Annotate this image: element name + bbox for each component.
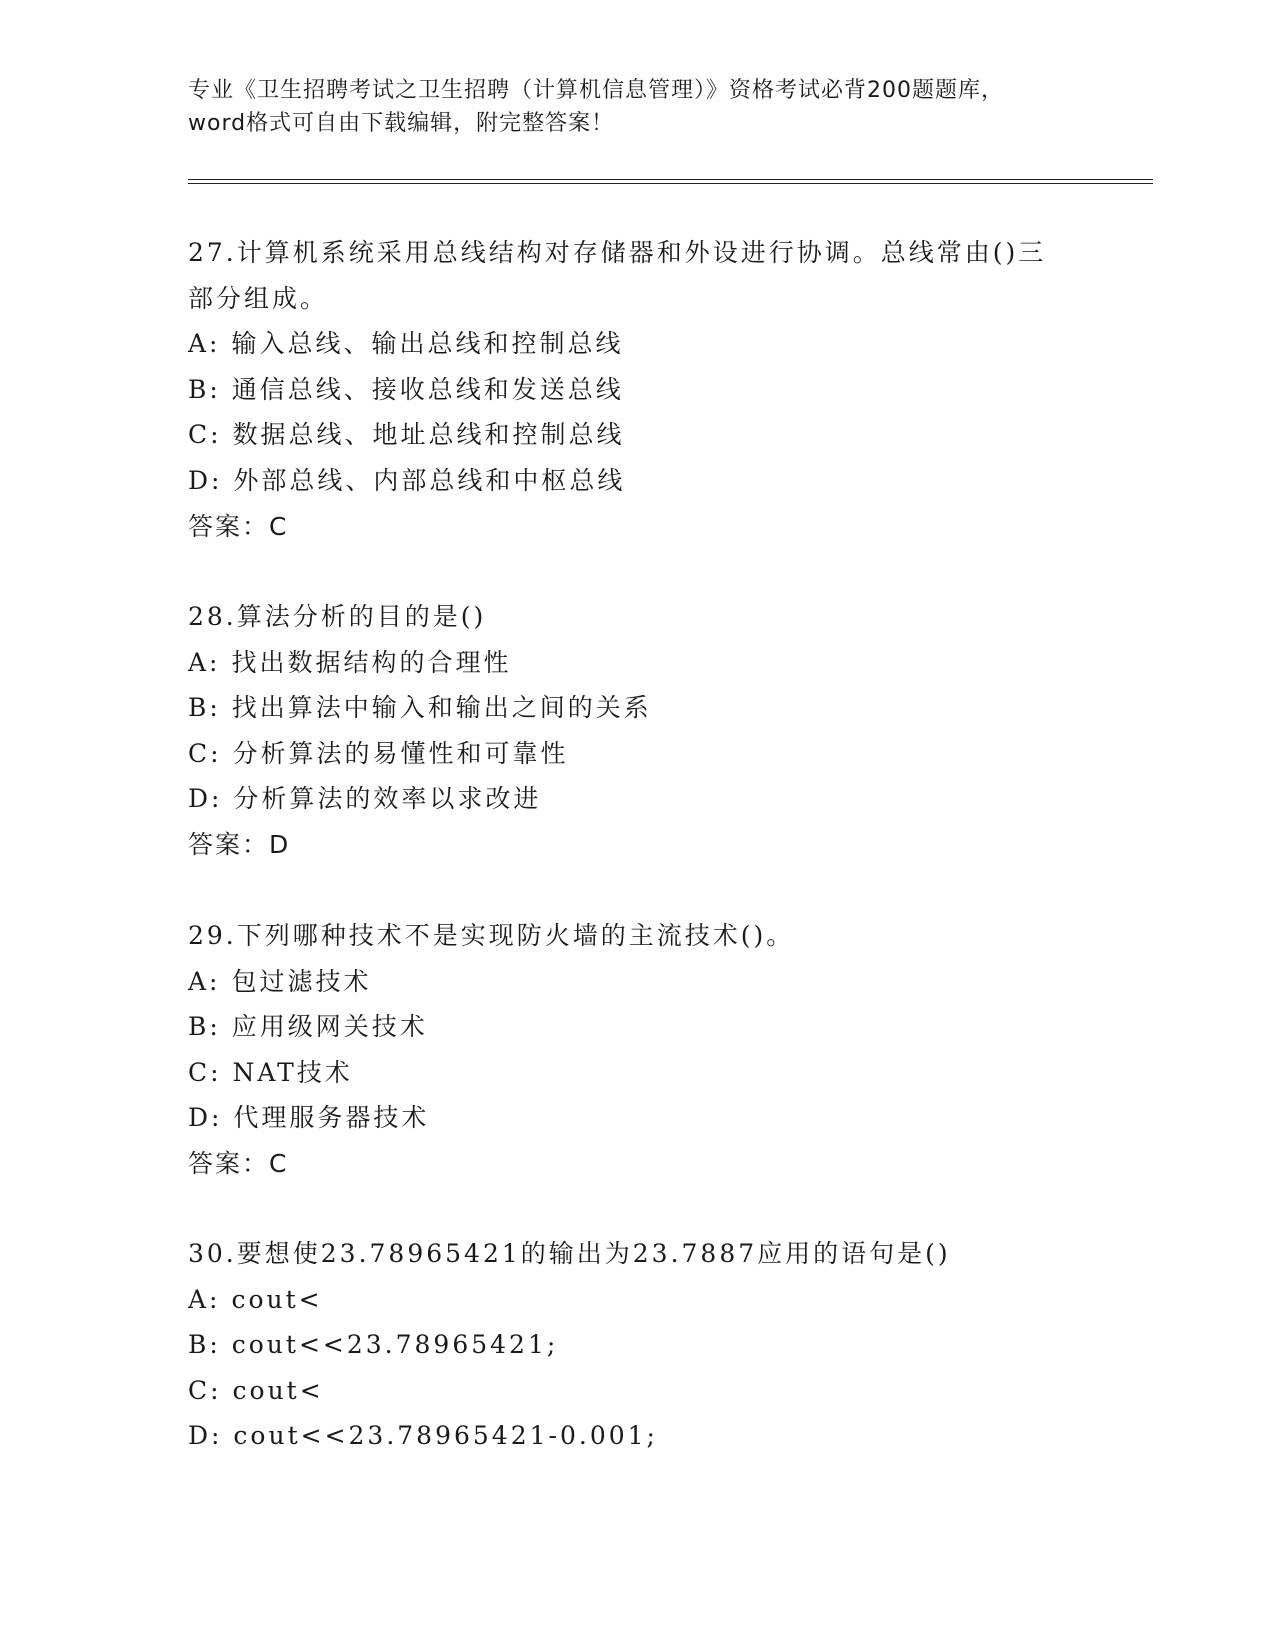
option-text: 应用级网关技术 bbox=[231, 1012, 428, 1042]
answer-line: 答案：C bbox=[188, 511, 289, 541]
option-a bbox=[188, 959, 1088, 1005]
header-divider-bottom bbox=[188, 183, 1153, 184]
question-stem: 30.要想使23.78965421的输出为23.7887应用的语句是() bbox=[188, 1239, 951, 1268]
option-a bbox=[188, 321, 1088, 367]
option-text: 分析算法的易懂性和可靠性 bbox=[232, 738, 569, 768]
question-28 bbox=[188, 594, 1088, 868]
header-divider-top bbox=[188, 179, 1153, 180]
option-text: 找出算法中输入和输出之间的关系 bbox=[231, 693, 652, 723]
option-text: 输入总线、输出总线和控制总线 bbox=[231, 329, 624, 359]
option-b bbox=[188, 685, 1088, 731]
option-c bbox=[188, 1368, 1088, 1414]
option-c bbox=[188, 412, 1088, 458]
option-letter: B: bbox=[188, 1330, 221, 1360]
option-letter: A: bbox=[188, 966, 221, 996]
answer-line: 答案：D bbox=[188, 829, 291, 859]
option-b bbox=[188, 1004, 1088, 1050]
option-c bbox=[188, 731, 1088, 777]
option-letter: C: bbox=[188, 1375, 222, 1405]
option-letter: C: bbox=[188, 420, 222, 450]
option-text: 包过滤技术 bbox=[231, 966, 372, 996]
option-letter: C: bbox=[188, 738, 222, 768]
option-text: 代理服务器技术 bbox=[233, 1103, 430, 1133]
question-30 bbox=[188, 1231, 1088, 1459]
option-b bbox=[188, 1322, 1088, 1368]
question-stem: 27.计算机系统采用总线结构对存储器和外设进行协调。总线常由()三 bbox=[188, 238, 1047, 267]
option-letter: B: bbox=[188, 374, 221, 404]
header-title-line-1: 专业《卫生招聘考试之卫生招聘（计算机信息管理）》资格考试必背200题题库， bbox=[188, 78, 1004, 103]
option-letter: A: bbox=[188, 647, 221, 677]
option-d bbox=[188, 776, 1088, 822]
option-a bbox=[188, 640, 1088, 686]
option-c bbox=[188, 1050, 1088, 1096]
option-text: 外部总线、内部总线和中枢总线 bbox=[233, 465, 626, 495]
option-letter: D: bbox=[188, 784, 223, 814]
option-text: 通信总线、接收总线和发送总线 bbox=[231, 374, 624, 404]
option-text: NAT技术 bbox=[232, 1057, 353, 1087]
option-text: 分析算法的效率以求改进 bbox=[233, 784, 542, 814]
option-letter: D: bbox=[188, 1421, 223, 1451]
option-letter: C: bbox=[188, 1057, 222, 1087]
option-b bbox=[188, 367, 1088, 413]
header-title-line-2: word格式可自由下载编辑，附完整答案！ bbox=[188, 111, 615, 136]
option-d bbox=[188, 1413, 1088, 1459]
question-stem: 28.算法分析的目的是() bbox=[188, 602, 487, 631]
question-27 bbox=[188, 230, 1088, 549]
option-letter: A: bbox=[188, 1284, 221, 1314]
option-text: cout<<23.78965421; bbox=[231, 1330, 559, 1360]
option-d bbox=[188, 458, 1088, 504]
question-stem: 部分组成。 bbox=[188, 283, 329, 313]
option-text: 数据总线、地址总线和控制总线 bbox=[232, 420, 625, 450]
option-text: cout< bbox=[231, 1284, 323, 1314]
option-a bbox=[188, 1277, 1088, 1323]
option-text: 找出数据结构的合理性 bbox=[231, 647, 512, 677]
option-letter: D: bbox=[188, 1103, 223, 1133]
option-letter: A: bbox=[188, 329, 221, 359]
option-text: cout<<23.78965421-0.001; bbox=[233, 1421, 658, 1451]
answer-line: 答案：C bbox=[188, 1148, 289, 1178]
document-header bbox=[188, 74, 1088, 140]
option-d bbox=[188, 1095, 1088, 1141]
option-letter: B: bbox=[188, 1012, 221, 1042]
option-letter: D: bbox=[188, 465, 223, 495]
question-stem: 29.下列哪种技术不是实现防火墙的主流技术()。 bbox=[188, 921, 795, 950]
question-29 bbox=[188, 913, 1088, 1187]
option-letter: B: bbox=[188, 693, 221, 723]
option-text: cout< bbox=[232, 1375, 324, 1405]
